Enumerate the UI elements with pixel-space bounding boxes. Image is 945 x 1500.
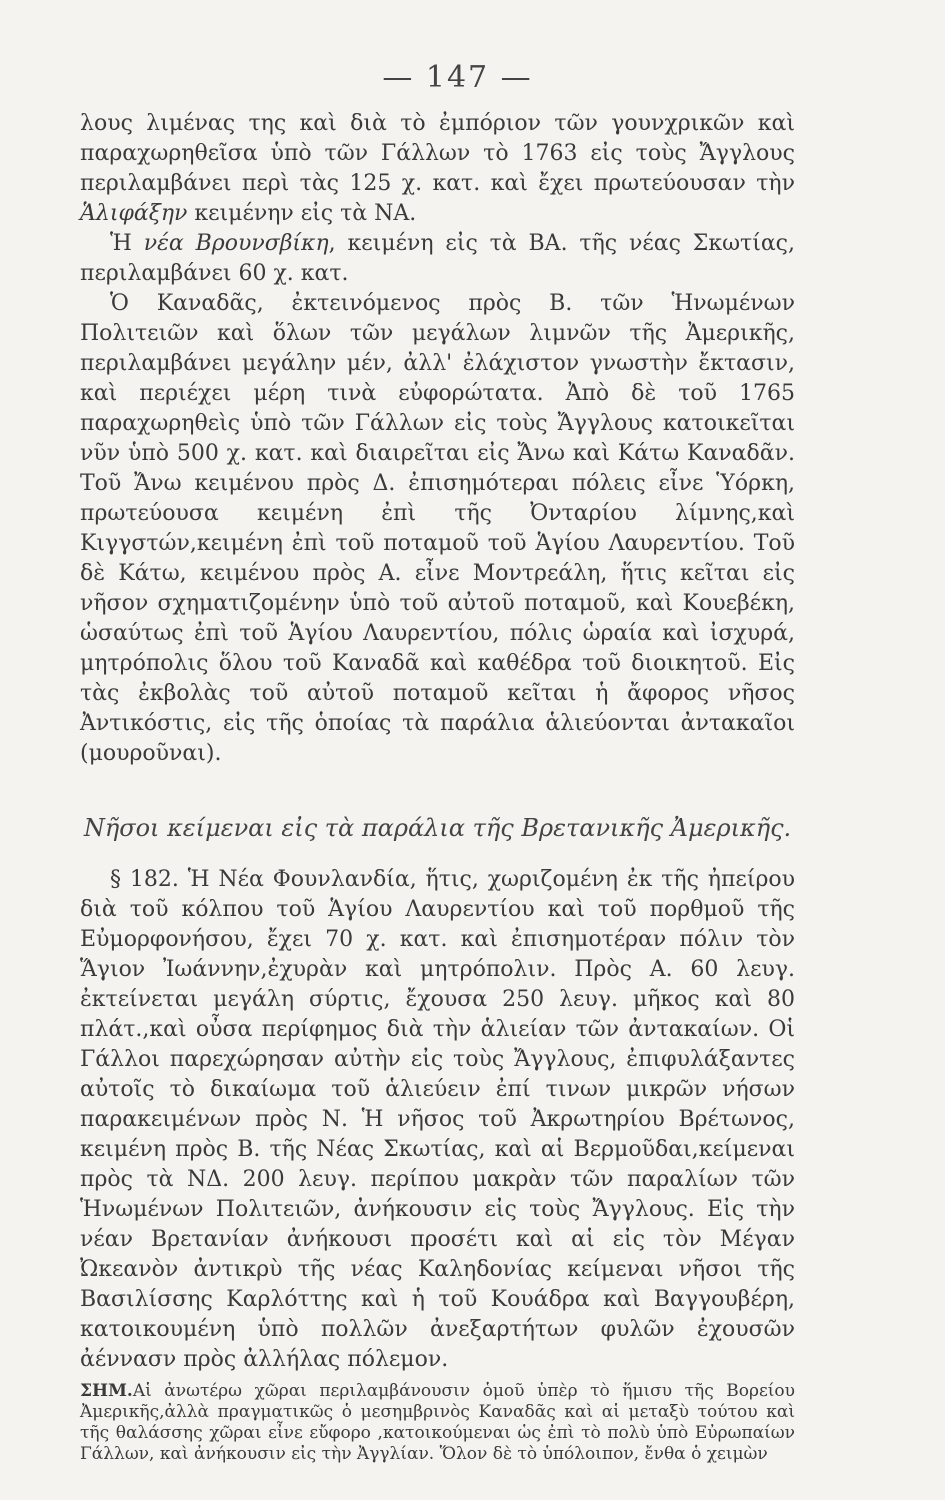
city-name-halifax: Ἁλιφάξην — [80, 201, 188, 226]
footnote — [80, 1381, 795, 1465]
paragraph-text: , κειμένη εἰς τὰ ΒΑ. τῆς νέας Σκωτίας, περιλαμβάνει 60 χ. κατ. — [80, 231, 795, 286]
paragraph-text: λους λιμένας της καὶ διὰ τὸ ἐμπόριον τῶν γουνχρικῶν καὶ παραχωρηθεῖσα ὑπὸ τῶν Γάλλων τὸ 1763 εἰς τοὺς Ἄγγλους περιλαμβάνει περὶ τὰς 125 χ. κατ. καὶ ἔχει πρωτεύουσαν τὴν — [80, 111, 795, 196]
page-number: — 147 — — [382, 60, 533, 95]
paragraph-text: Ἡ — [110, 231, 144, 256]
footnote-text: Αἱ ἀνωτέρω χῶραι περιλαμβάνουσιν ὁμοῦ ὑπὲρ τὸ ἥμισυ τῆς Βορείου Ἀμερικῆς,ἀλλὰ πραγματικῶς ὁ μεσημβρινὸς Καναδᾶς καὶ αἱ μεταξὺ τούτου καὶ τῆς θαλάσσης χῶραι εἶνε εὔφορο ,κατοικούμεναι ὡς ἐπὶ τὸ πολὺ ὑπὸ Εὐρωπαίων Γάλλων, καὶ ἀνήκουσιν εἰς τὴν Ἀγγλίαν. Ὅλον δὲ τὸ ὑπόλοιπον, ἔνθα ὁ χειμὼν — [80, 1381, 795, 1464]
paragraph-section-182: § 182. Ἡ Νέα Φουνλανδία, ἥτις, χωριζομένη ἐκ τῆς ἠπείρου διὰ τοῦ κόλπου τοῦ Ἁγίου Λαυρεντίου καὶ τοῦ πορθμοῦ τῆς Εὐμορφονήσου, ἔχει 70 χ. κατ. καὶ ἐπισημοτέραν πόλιν τὸν Ἅγιον Ἰωάννην,ἐχυρὰν καὶ μητρόπολιν. Πρὸς Α. 60 λευγ. ἐκτείνεται μεγάλη σύρτις, ἔχουσα 250 λευγ. μῆκος καὶ 80 πλάτ.,καὶ οὖσα περίφημος διὰ τὴν ἁλιείαν τῶν ἀντακαίων. Οἱ Γάλλοι παρεχώρησαν αὐτὴν εἰς τοὺς Ἄγγλους, ἐπιφυλάξαντες αὐτοῖς τὸ δικαίωμα τοῦ ἁλιεύειν ἐπί τινων μικρῶν νήσων παρακειμένων πρὸς Ν. Ἡ νῆσος τοῦ Ἀκρωτηρίου Βρέτωνος, κειμένη πρὸς Β. τῆς Νέας Σκωτίας, καὶ αἱ Βερμοῦδαι,κείμεναι πρὸς τὰ ΝΔ. 200 λευγ. περίπου μακρὰν τῶν παραλίων τῶν Ἡνωμένων Πολιτειῶν, ἀνήκουσιν εἰς τοὺς Ἄγγλους. Εἰς τὴν νέαν Βρετανίαν ἀνήκουσι προσέτι καὶ αἱ εἰς τὸν Μέγαν Ὠκεανὸν ἀντικρὺ τῆς νέας Καληδονίας κείμεναι νῆσοι τῆς Βασιλίσσης Καρλόττης καὶ ἡ τοῦ Κουάδρα καὶ Βαγγουβέρη, κατοικουμένη ὑπὸ πολλῶν ἀνεξαρτήτων φυλῶν ἐχουσῶν ἀέννασν πρὸς ἀλλήλας πόλεμον. — [80, 867, 795, 1372]
footnote-label: ΣΗΜ. — [80, 1381, 133, 1401]
paragraph-new-scotland — [80, 109, 795, 229]
paragraph-new-brunswick — [80, 229, 795, 289]
paragraph-text: κειμένην εἰς τὰ ΝΑ. — [187, 201, 417, 226]
region-name-new-brunswick: νέα Βρουνσβίκη — [143, 231, 329, 256]
paragraph-canada: Ὁ Καναδᾶς, ἐκτεινόμενος πρὸς Β. τῶν Ἡνωμένων Πολιτειῶν καὶ ὅλων τῶν μεγάλων λιμνῶν τῆς Ἀμερικῆς, περιλαμβάνει μεγάλην μέν, ἀλλ' ἐλάχιστον γνωστὴν ἔκτασιν, καὶ περιέχει μέρη τινὰ εὐφορώτατα. Ἀπὸ δὲ τοῦ 1765 παραχωρηθεὶς ὑπὸ τῶν Γάλλων εἰς τοὺς Ἄγγλους κατοικεῖται νῦν ὑπὸ 500 χ. κατ. καὶ διαιρεῖται εἰς Ἄνω καὶ Κάτω Καναδᾶν. Τοῦ Ἄνω κειμένου πρὸς Δ. ἐπισημότεραι πόλεις εἶνε Ὑόρκη, πρωτεύουσα κειμένη ἐπὶ τῆς Ὀνταρίου λίμνης,καὶ Κιγγστών,κειμένη ἐπὶ τοῦ ποταμοῦ τοῦ Ἁγίου Λαυρεντίου. Τοῦ δὲ Κάτω, κειμένου πρὸς Α. εἶνε Μοντρεάλη, ἥτις κεῖται εἰς νῆσον σχηματιζομένην ὑπὸ τοῦ αὐτοῦ ποταμοῦ, καὶ Κουεβέκη, ὡσαύτως ἐπὶ τοῦ Ἁγίου Λαυρεντίου, πόλις ὡραία καὶ ἰσχυρά, μητρόπολις ὅλου τοῦ Καναδᾶ καὶ καθέδρα τοῦ διοικητοῦ. Εἰς τὰς ἐκβολὰς τοῦ αὐτοῦ ποταμοῦ κεῖται ἡ ἄφορος νῆσος Ἀντικόστις, εἰς τῆς ὁποίας τὰ παράλια ἁλιεύονται ἀντακαῖοι (μουροῦναι). — [80, 291, 795, 766]
section-heading: Νῆσοι κείμεναι εἰς τὰ παράλια τῆς Βρετανικῆς Ἀμερικῆς. — [83, 814, 792, 842]
